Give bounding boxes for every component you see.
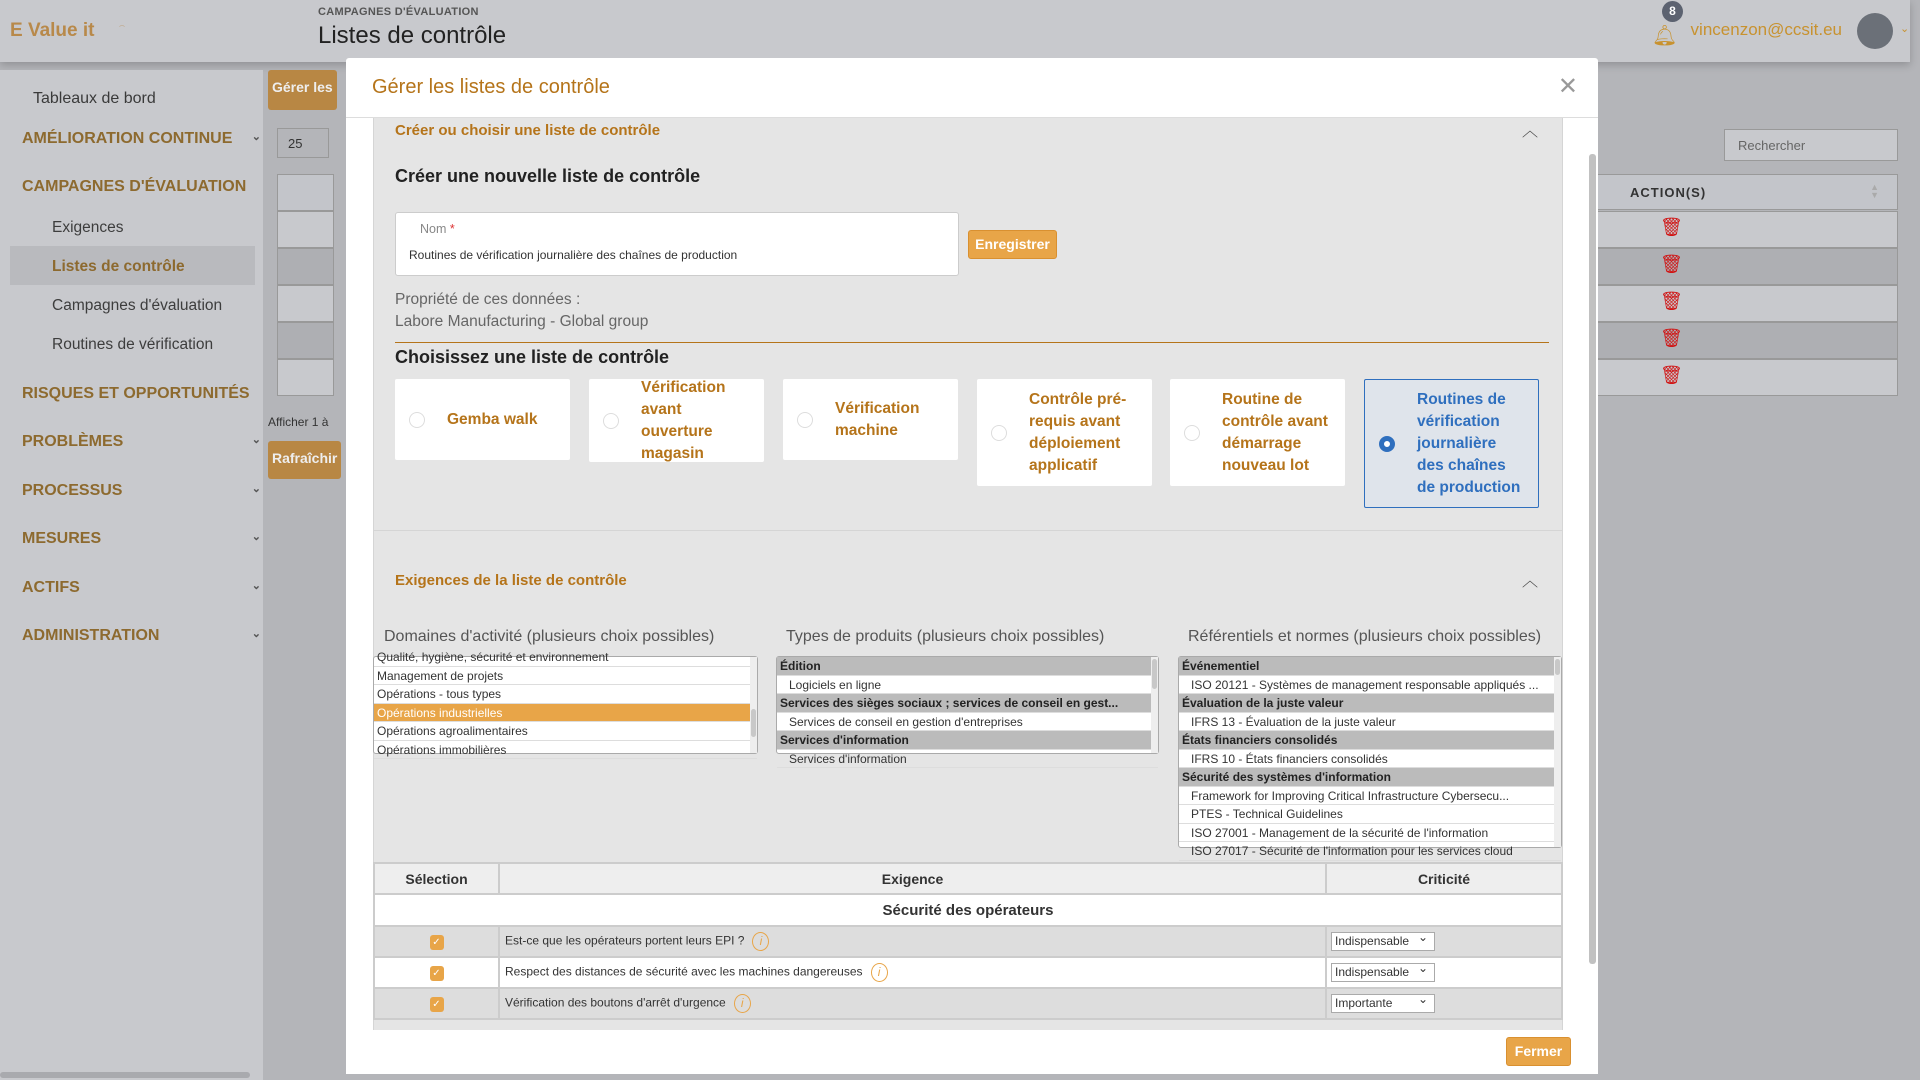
selection-checkbox[interactable]: ✓ bbox=[430, 966, 444, 981]
radio-button bbox=[991, 425, 1007, 441]
trash-icon[interactable]: 🗑︎ bbox=[1660, 217, 1683, 237]
domain-option[interactable]: Opérations industrielles bbox=[374, 704, 757, 723]
modal-header bbox=[346, 58, 1598, 118]
option-group: Services d'information bbox=[777, 731, 1158, 750]
table-row bbox=[277, 359, 334, 396]
pagination-info: Afficher 1 à bbox=[268, 415, 329, 429]
sidebar-item-assets[interactable]: ACTIFS ⌄ bbox=[22, 579, 261, 596]
sidebar-item-evaluation-campaigns[interactable]: Campagnes d'évaluation bbox=[52, 297, 223, 314]
divider bbox=[395, 342, 1549, 343]
chevron-down-icon: ⌄ bbox=[251, 483, 261, 495]
top-bar bbox=[0, 0, 1910, 62]
page-size-select[interactable]: 25 bbox=[277, 128, 329, 158]
table-row bbox=[374, 988, 1562, 1019]
col-selection: Sélection bbox=[374, 863, 499, 894]
list-option[interactable]: Framework for Improving Critical Infrastructure Cybersecu... bbox=[1179, 787, 1561, 806]
col-requirement: Exigence bbox=[499, 863, 1326, 894]
option-group: Sécurité des systèmes d'information bbox=[1179, 768, 1561, 787]
section-requirements-title[interactable]: Exigences de la liste de contrôle bbox=[395, 572, 627, 589]
chevron-down-icon: ⌄ bbox=[251, 531, 261, 543]
divider bbox=[373, 530, 1563, 531]
option-group: États financiers consolidés bbox=[1179, 731, 1561, 750]
modal-footer bbox=[346, 1030, 1598, 1074]
sidebar-item-risks[interactable]: RISQUES ET OPPORTUNITÉS bbox=[22, 385, 250, 402]
modal-body bbox=[346, 118, 1598, 1030]
selection-checkbox[interactable]: ✓ bbox=[430, 935, 444, 950]
option-group: Évaluation de la juste valeur bbox=[1179, 694, 1561, 713]
domains-listbox[interactable] bbox=[373, 650, 758, 757]
name-label: Nom * bbox=[420, 222, 455, 236]
trash-icon[interactable]: 🗑︎ bbox=[1660, 291, 1683, 311]
table-row bbox=[277, 285, 334, 322]
domains-label: Domaines d'activité (plusieurs choix possibles) bbox=[384, 628, 715, 645]
table-row bbox=[1596, 211, 1898, 248]
table-row bbox=[277, 174, 334, 211]
name-input-value[interactable]: Routines de vérification journalière des chaînes de production bbox=[409, 248, 738, 262]
table-row bbox=[1596, 285, 1898, 322]
section-create-choose-title[interactable]: Créer ou choisir une liste de contrôle bbox=[395, 122, 661, 139]
radio-button bbox=[409, 412, 425, 428]
company-logo: ⌒ bbox=[118, 27, 125, 33]
page-title: Listes de contrôle bbox=[318, 22, 507, 49]
info-icon[interactable]: i bbox=[752, 932, 769, 951]
app-logo[interactable]: E Value it bbox=[10, 20, 95, 41]
domain-option[interactable]: Qualité, hygiène, sécurité et environnement bbox=[374, 648, 757, 667]
option-group: Événementiel bbox=[1179, 657, 1561, 676]
sidebar-item-continuous-improvement[interactable]: AMÉLIORATION CONTINUE ⌄ bbox=[22, 130, 261, 147]
sort-icon: ▲ ▼ bbox=[1870, 182, 1879, 200]
chevron-down-icon: ⌄ bbox=[251, 580, 261, 592]
ownership-label: Propriété de ces données : bbox=[395, 291, 581, 308]
chevron-down-icon[interactable]: ⌄ bbox=[1900, 23, 1910, 35]
standards-listbox[interactable] bbox=[1178, 656, 1562, 858]
sidebar-item-administration[interactable]: ADMINISTRATION ⌄ bbox=[22, 627, 261, 644]
chevron-up-icon[interactable]: ︿ bbox=[1522, 573, 1539, 590]
chevron-down-icon: ⌄ bbox=[251, 131, 261, 143]
avatar[interactable] bbox=[1857, 13, 1893, 49]
list-option[interactable]: Services d'information bbox=[777, 750, 1158, 769]
sidebar-item-verification-routines[interactable]: Routines de vérification bbox=[52, 336, 214, 353]
option-group: Édition bbox=[777, 657, 1158, 676]
bell-icon[interactable]: 🔔︎ bbox=[1652, 25, 1678, 47]
selection-checkbox[interactable]: ✓ bbox=[430, 997, 444, 1012]
trash-icon[interactable]: 🗑︎ bbox=[1660, 254, 1683, 274]
option-group: Services des sièges sociaux ; services de conseil en gest... bbox=[777, 694, 1158, 713]
table-header[interactable]: ACTION(S) ▲ ▼ bbox=[1596, 174, 1898, 210]
chevron-up-icon[interactable]: ︿ bbox=[1522, 123, 1539, 140]
criticity-select[interactable]: Indispensable ⌄ bbox=[1331, 963, 1435, 982]
table-row bbox=[374, 926, 1562, 957]
close-button[interactable]: Fermer bbox=[1506, 1037, 1571, 1066]
table-row bbox=[1596, 359, 1898, 396]
trash-icon[interactable]: 🗑︎ bbox=[1660, 328, 1683, 348]
requirement-text: Respect des distances de sécurité avec les machines dangereuses bbox=[505, 964, 863, 979]
trash-icon[interactable]: 🗑︎ bbox=[1660, 365, 1683, 385]
radio-button-checked bbox=[1379, 436, 1395, 452]
criticity-select[interactable]: Indispensable ⌄ bbox=[1331, 932, 1435, 951]
ownership-value: Labore Manufacturing - Global group bbox=[395, 313, 649, 330]
sidebar-item-checklists[interactable]: Listes de contrôle bbox=[52, 258, 185, 275]
checklist-option[interactable]: Vérification machine bbox=[783, 379, 958, 460]
domain-option[interactable]: Opérations - tous types bbox=[374, 685, 757, 704]
info-icon[interactable]: i bbox=[734, 994, 751, 1013]
manage-button[interactable]: Gérer les bbox=[268, 70, 337, 110]
modal-scrollbar[interactable] bbox=[1589, 154, 1596, 964]
breadcrumb: CAMPAGNES D'ÉVALUATION bbox=[318, 6, 479, 18]
standards-label: Référentiels et normes (plusieurs choix possibles) bbox=[1188, 628, 1542, 645]
radio-button bbox=[797, 412, 813, 428]
close-icon[interactable]: ✕ bbox=[1557, 73, 1578, 100]
domain-option[interactable]: Opérations agroalimentaires bbox=[374, 722, 757, 741]
save-button[interactable]: Enregistrer bbox=[968, 230, 1057, 259]
criticity-select[interactable]: Importante ⌄ bbox=[1331, 994, 1435, 1013]
sidebar-item-requirements[interactable]: Exigences bbox=[52, 219, 124, 236]
table-row bbox=[277, 322, 334, 359]
list-option[interactable]: PTES - Technical Guidelines bbox=[1179, 805, 1561, 824]
sidebar-item-problems[interactable]: PROBLÈMES ⌄ bbox=[22, 433, 261, 450]
table-row bbox=[1596, 248, 1898, 285]
notification-badge: 8 bbox=[1662, 1, 1683, 22]
sidebar-item-measures[interactable]: MESURES ⌄ bbox=[22, 530, 261, 547]
checklist-option[interactable]: Contrôle pré-requis avant déploiement applicatif bbox=[977, 379, 1152, 486]
products-listbox[interactable] bbox=[776, 656, 1159, 766]
sidebar-item-processes[interactable]: PROCESSUS ⌄ bbox=[22, 482, 261, 499]
requirements-table bbox=[373, 862, 1563, 1020]
modal-title: Gérer les listes de contrôle bbox=[372, 76, 610, 98]
checklist-option[interactable]: Routine de contrôle avant démarrage nouveau lot bbox=[1170, 379, 1345, 486]
create-heading: Créer une nouvelle liste de contrôle bbox=[395, 166, 701, 186]
list-option[interactable]: ISO 20121 - Systèmes de management responsable appliqués ... bbox=[1179, 676, 1561, 695]
sidebar-item-campaigns[interactable]: CAMPAGNES D'ÉVALUATION bbox=[22, 178, 247, 195]
col-criticity: Criticité bbox=[1326, 863, 1562, 894]
sidebar-item-dashboards[interactable]: Tableaux de bord bbox=[33, 90, 156, 107]
requirement-group: Sécurité des opérateurs bbox=[374, 894, 1562, 926]
checklist-option-selected[interactable]: Routines de vérification journalière des chaînes de production bbox=[1364, 379, 1539, 508]
search-input[interactable]: Rechercher bbox=[1724, 129, 1898, 161]
table-row bbox=[277, 248, 334, 285]
refresh-button[interactable]: Rafraîchir bbox=[268, 441, 341, 479]
list-option[interactable]: Services de conseil en gestion d'entreprises bbox=[777, 713, 1158, 732]
list-option[interactable]: ISO 27017 - Sécurité de l'information pour les services cloud bbox=[1179, 842, 1561, 861]
list-option[interactable]: IFRS 10 - États financiers consolidés bbox=[1179, 750, 1561, 769]
sidebar-scrollbar[interactable] bbox=[0, 1072, 250, 1078]
radio-button bbox=[603, 413, 619, 429]
table-row bbox=[374, 957, 1562, 988]
domain-option[interactable]: Management de projets bbox=[374, 667, 757, 686]
table-row bbox=[277, 211, 334, 248]
info-icon[interactable]: i bbox=[871, 963, 888, 982]
requirement-text: Est-ce que les opérateurs portent leurs EPI ? bbox=[505, 933, 745, 948]
choose-heading: Choisissez une liste de contrôle bbox=[395, 347, 670, 367]
list-option[interactable]: ISO 27001 - Management de la sécurité de l'information bbox=[1179, 824, 1561, 843]
manage-checklists-modal bbox=[346, 58, 1598, 1074]
chevron-down-icon: ⌄ bbox=[251, 628, 261, 640]
table-row bbox=[1596, 322, 1898, 359]
radio-button bbox=[1184, 425, 1200, 441]
user-email[interactable]: vincenzon@ccsit.eu bbox=[1690, 20, 1842, 39]
chevron-down-icon: ⌄ bbox=[251, 434, 261, 446]
list-option[interactable]: IFRS 13 - Évaluation de la juste valeur bbox=[1179, 713, 1561, 732]
name-field[interactable] bbox=[395, 212, 959, 276]
list-option[interactable]: Logiciels en ligne bbox=[777, 676, 1158, 695]
sidebar bbox=[0, 70, 263, 1080]
requirement-text: Vérification des boutons d'arrêt d'urgence bbox=[505, 995, 726, 1010]
checklist-option[interactable]: Gemba walk bbox=[395, 379, 570, 460]
domain-option[interactable]: Opérations immobilières bbox=[374, 741, 757, 760]
checklist-option[interactable]: Vérification avant ouverture magasin bbox=[589, 379, 764, 462]
products-label: Types de produits (plusieurs choix possibles) bbox=[786, 628, 1105, 645]
